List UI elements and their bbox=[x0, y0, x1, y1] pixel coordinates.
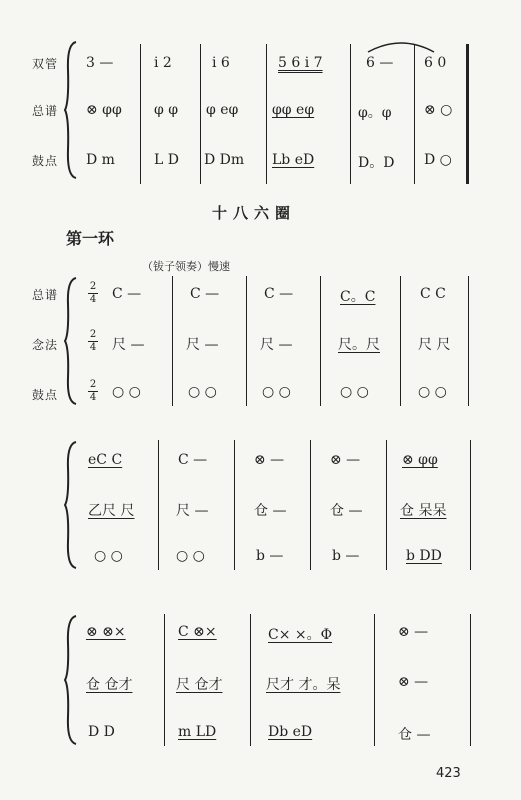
system-brace bbox=[64, 40, 78, 180]
measure: D。D bbox=[358, 155, 395, 171]
bar-line bbox=[234, 440, 235, 570]
page-number: 423 bbox=[436, 766, 461, 781]
measure: ⊗ ○ bbox=[424, 102, 453, 118]
system-brace bbox=[64, 440, 78, 570]
bar-line bbox=[250, 614, 251, 746]
measure: ⊗ φφ bbox=[86, 102, 122, 118]
slur-mark bbox=[366, 38, 436, 54]
measure: C — bbox=[264, 286, 294, 302]
time-signature: 2 4 bbox=[89, 379, 97, 403]
measure: C C bbox=[420, 286, 446, 302]
measure: ⊗ φφ bbox=[402, 452, 438, 468]
measure: b — bbox=[256, 548, 284, 564]
bar-line bbox=[400, 276, 401, 406]
measure: i 2 bbox=[154, 55, 172, 71]
measure: ⊗ — bbox=[330, 452, 361, 468]
measure: Lb eD bbox=[272, 152, 315, 168]
measure: ⊗ — bbox=[398, 624, 429, 640]
measure: 5 6 i 7 bbox=[278, 55, 323, 71]
bar-line bbox=[310, 440, 311, 570]
measure: 6 — bbox=[366, 55, 394, 71]
measure: 尺 — bbox=[176, 503, 209, 519]
bar-line bbox=[246, 276, 247, 406]
system-brace bbox=[64, 276, 78, 406]
bar-line bbox=[414, 44, 415, 184]
measure: C — bbox=[112, 286, 142, 302]
measure: ○ ○ bbox=[340, 384, 369, 400]
measure: D D bbox=[88, 724, 115, 740]
measure: 6 0 bbox=[424, 55, 447, 71]
measure: 乙尺 尺 bbox=[88, 503, 135, 519]
measure: φφ eφ bbox=[272, 102, 315, 118]
measure: ○ ○ bbox=[112, 384, 141, 400]
measure: C。C bbox=[340, 289, 376, 305]
measure: b DD bbox=[406, 548, 442, 564]
measure: ○ ○ bbox=[176, 548, 205, 564]
bar-line bbox=[164, 614, 165, 746]
bar-line bbox=[158, 440, 159, 570]
measure: 尺 尺 bbox=[418, 337, 451, 353]
bar-line bbox=[266, 44, 267, 184]
measure: 尺 仓才 bbox=[176, 677, 223, 693]
measure: 尺 — bbox=[112, 337, 145, 353]
bar-line bbox=[200, 44, 201, 184]
measure: D ○ bbox=[424, 152, 452, 168]
bar-line bbox=[470, 614, 471, 746]
measure: ⊗ ⊗× bbox=[86, 624, 126, 640]
measure: eC C bbox=[88, 452, 123, 468]
measure: φ eφ bbox=[206, 102, 239, 118]
measure: ○ ○ bbox=[418, 384, 447, 400]
measure: b — bbox=[332, 548, 360, 564]
bar-line bbox=[320, 276, 321, 406]
measure: 仓 — bbox=[254, 503, 287, 519]
measure: 尺才 才。呆 bbox=[266, 677, 341, 693]
measure: L D bbox=[154, 152, 179, 168]
measure: C× ×。Φ bbox=[268, 627, 333, 643]
instrument-label: 总谱 bbox=[32, 104, 59, 118]
measure: ○ ○ bbox=[262, 384, 291, 400]
tempo-marking: （钹子领奏）慢速 bbox=[142, 260, 230, 273]
bar-line bbox=[386, 440, 387, 570]
measure: Db eD bbox=[268, 724, 313, 740]
measure: 尺 — bbox=[186, 337, 219, 353]
bar-line bbox=[172, 276, 173, 406]
measure: 尺。尺 bbox=[338, 337, 380, 353]
measure: ⊗ — bbox=[398, 674, 429, 690]
bar-line bbox=[468, 276, 469, 406]
final-bar-line bbox=[466, 44, 469, 184]
measure: C — bbox=[190, 286, 220, 302]
measure: φ。φ bbox=[358, 105, 392, 121]
bar-line bbox=[140, 44, 141, 184]
measure: 仓 — bbox=[398, 727, 431, 743]
measure: ⊗ — bbox=[254, 452, 285, 468]
measure: 仓 — bbox=[330, 503, 363, 519]
time-signature: 2 4 bbox=[89, 281, 97, 305]
bar-line bbox=[470, 440, 471, 570]
measure: D m bbox=[86, 152, 115, 168]
section-heading: 第一环 bbox=[66, 229, 115, 248]
measure: C — bbox=[178, 452, 208, 468]
measure: D Dm bbox=[204, 152, 245, 168]
measure: 仓 呆呆 bbox=[400, 503, 447, 519]
measure: ○ ○ bbox=[188, 384, 217, 400]
measure: 仓 仓才 bbox=[86, 677, 133, 693]
bar-line bbox=[350, 44, 351, 184]
measure: i 6 bbox=[212, 55, 230, 71]
measure: C ⊗× bbox=[178, 624, 217, 640]
instrument-label: 鼓点 bbox=[32, 154, 59, 168]
instrument-label: 鼓点 bbox=[32, 388, 59, 402]
time-signature: 2 4 bbox=[89, 329, 97, 353]
piece-title: 十八六圈 bbox=[212, 204, 297, 222]
measure: 尺 — bbox=[260, 337, 293, 353]
bar-line bbox=[374, 614, 375, 746]
system-brace bbox=[64, 614, 78, 746]
measure: m LD bbox=[178, 724, 217, 740]
measure: 3 — bbox=[86, 55, 114, 71]
instrument-label: 双管 bbox=[32, 57, 59, 71]
measure: ○ ○ bbox=[94, 548, 123, 564]
instrument-label: 念法 bbox=[32, 338, 59, 352]
measure: φ φ bbox=[154, 102, 179, 118]
instrument-label: 总谱 bbox=[32, 288, 59, 302]
